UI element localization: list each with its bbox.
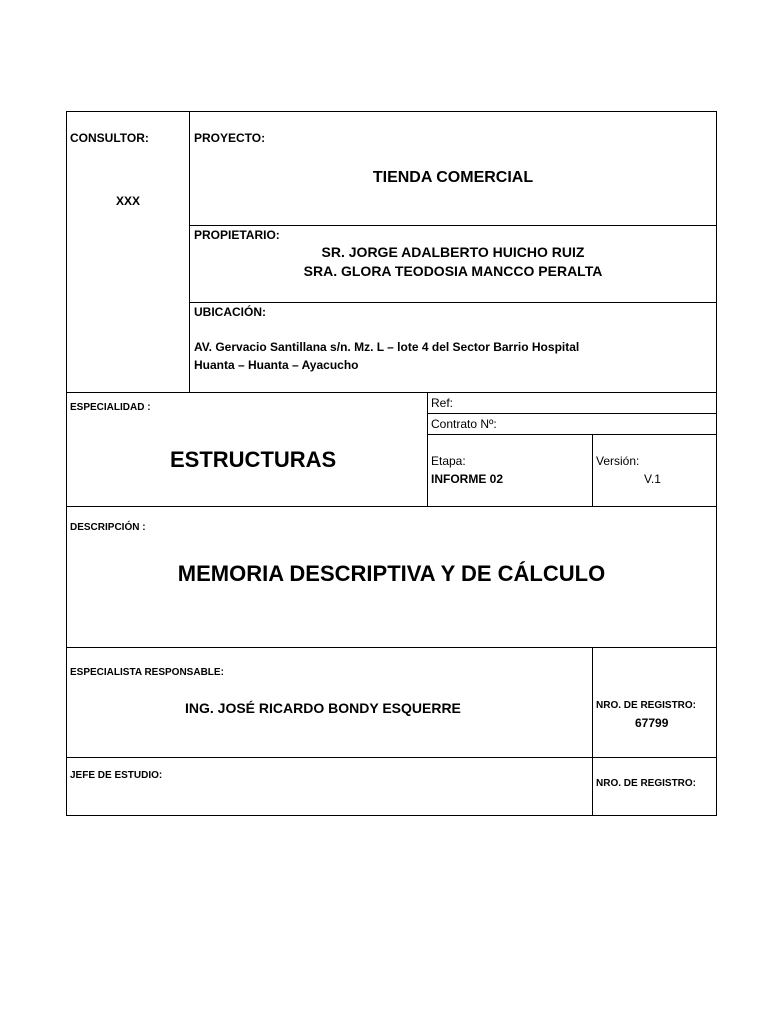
etapa-value: INFORME 02 [431,472,504,486]
title-block-form [66,111,717,816]
descripcion-cell [66,506,717,648]
ubicacion-label: UBICACIÓN: [194,305,266,319]
proyecto-value: TIENDA COMERCIAL [372,169,534,186]
contrato-label: Contrato Nº: [431,417,497,431]
propietario-line-1: SR. JORGE ADALBERTO HUICHO RUIZ [321,244,585,260]
especialista-registro-label: NRO. DE REGISTRO: [596,700,697,711]
version-value: V.1 [644,472,661,486]
propietario-label: PROPIETARIO: [194,228,280,242]
descripcion-label: DESCRIPCIÓN : [70,522,146,533]
especialidad-value: ESTRUCTURAS [170,447,337,472]
jefe-registro-cell [592,757,717,816]
jefe-label: JEFE DE ESTUDIO: [70,770,163,781]
especialista-value: ING. JOSÉ RICARDO BONDY ESQUERRE [185,700,461,716]
version-cell [592,434,717,507]
ref-cell [427,392,717,414]
especialidad-label: ESPECIALIDAD : [70,402,151,413]
jefe-cell [66,757,593,816]
especialista-label: ESPECIALISTA RESPONSABLE: [70,667,224,678]
ubicacion-line-1: AV. Gervacio Santillana s/n. Mz. L – lote 4 del Sector Barrio Hospital [194,340,580,354]
proyecto-label: PROYECTO: [194,131,266,145]
ref-label: Ref: [431,396,454,410]
especialidad-cell [66,392,428,507]
propietario-cell [189,225,717,303]
jefe-registro-label: NRO. DE REGISTRO: [596,778,697,789]
proyecto-cell [189,111,717,226]
consultor-cell [66,111,190,393]
contrato-cell [427,413,717,435]
etapa-cell [427,434,593,507]
propietario-line-2: SRA. GLORA TEODOSIA MANCCO PERALTA [303,263,603,279]
version-label: Versión: [596,454,640,468]
descripcion-value: MEMORIA DESCRIPTIVA Y DE CÁLCULO [177,561,606,586]
especialista-registro-value: 67799 [635,716,669,730]
especialista-cell [66,647,593,758]
ubicacion-cell [189,302,717,393]
especialista-registro-cell [592,647,717,758]
consultor-label: CONSULTOR: [70,131,149,145]
consultor-value: XXX [115,194,140,208]
etapa-label: Etapa: [431,454,466,468]
ubicacion-line-2: Huanta – Huanta – Ayacucho [194,358,359,372]
